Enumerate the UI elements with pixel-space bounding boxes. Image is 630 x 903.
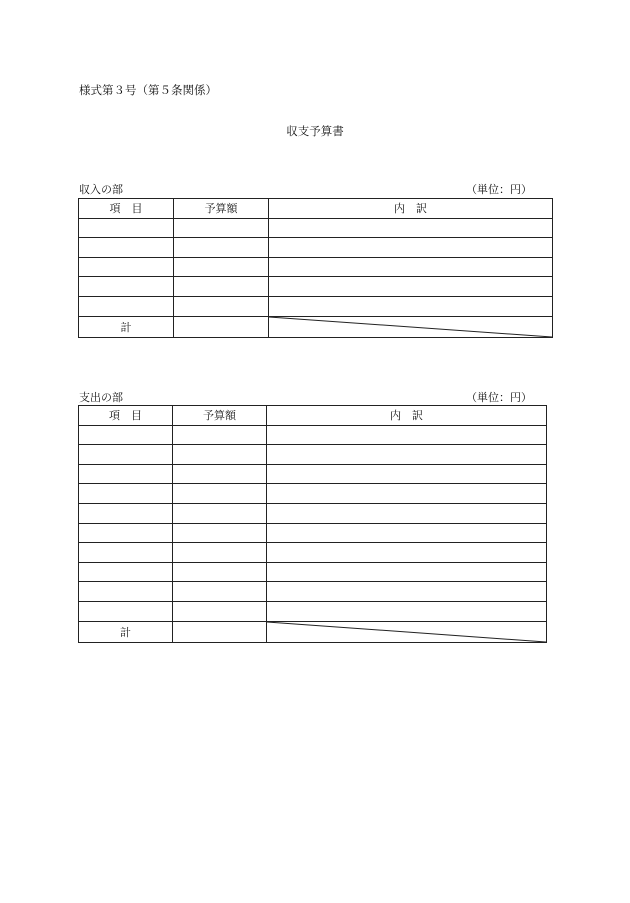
income-total-breakdown-crossed	[269, 316, 553, 337]
expense-breakdown-cell[interactable]	[267, 445, 547, 465]
expense-total-row	[79, 621, 547, 642]
table-row	[79, 484, 547, 504]
income-col-breakdown: 内 訳	[269, 199, 553, 219]
expense-budget-cell[interactable]	[173, 484, 267, 504]
table-row	[79, 257, 553, 277]
table-row	[79, 523, 547, 543]
income-total-row	[79, 316, 553, 337]
income-heading: 収入の部	[79, 183, 123, 196]
table-row	[79, 425, 547, 445]
expense-item-cell[interactable]	[79, 601, 173, 621]
income-breakdown-cell[interactable]	[269, 277, 553, 297]
table-row	[79, 277, 553, 297]
income-item-cell[interactable]	[79, 257, 174, 277]
income-breakdown-cell[interactable]	[269, 296, 553, 316]
expense-col-budget: 予算額	[173, 406, 267, 426]
expense-col-breakdown: 内 訳	[267, 406, 547, 426]
expense-table	[78, 405, 547, 643]
expense-budget-cell[interactable]	[173, 582, 267, 602]
expense-item-cell[interactable]	[79, 445, 173, 465]
table-row	[79, 296, 553, 316]
document-title: 収支予算書	[286, 124, 344, 138]
expense-breakdown-cell[interactable]	[267, 543, 547, 563]
expense-budget-cell[interactable]	[173, 562, 267, 582]
expense-header-row	[79, 406, 547, 426]
income-budget-cell[interactable]	[174, 218, 269, 238]
income-table	[78, 198, 553, 338]
expense-total-breakdown-crossed	[267, 621, 547, 642]
income-breakdown-cell[interactable]	[269, 218, 553, 238]
income-total-value[interactable]	[174, 316, 269, 337]
expense-total-label: 計	[79, 621, 173, 642]
income-budget-cell[interactable]	[174, 257, 269, 277]
expense-item-cell[interactable]	[79, 503, 173, 523]
expense-budget-cell[interactable]	[173, 523, 267, 543]
income-budget-cell[interactable]	[174, 296, 269, 316]
income-unit-note: （単位：円）	[466, 183, 532, 196]
expense-unit-note: （単位：円）	[466, 391, 532, 404]
income-header-row	[79, 199, 553, 219]
expense-breakdown-cell[interactable]	[267, 562, 547, 582]
income-item-cell[interactable]	[79, 218, 174, 238]
income-col-item: 項 目	[79, 199, 174, 219]
table-row	[79, 562, 547, 582]
expense-budget-cell[interactable]	[173, 503, 267, 523]
income-breakdown-cell[interactable]	[269, 238, 553, 258]
table-row	[79, 503, 547, 523]
expense-item-cell[interactable]	[79, 582, 173, 602]
expense-budget-cell[interactable]	[173, 543, 267, 563]
table-row	[79, 582, 547, 602]
table-row	[79, 218, 553, 238]
income-budget-cell[interactable]	[174, 238, 269, 258]
table-row	[79, 543, 547, 563]
expense-breakdown-cell[interactable]	[267, 425, 547, 445]
form-number: 様式第３号（第５条関係）	[79, 83, 217, 97]
expense-item-cell[interactable]	[79, 562, 173, 582]
expense-breakdown-cell[interactable]	[267, 582, 547, 602]
income-budget-cell[interactable]	[174, 277, 269, 297]
table-row	[79, 464, 547, 484]
table-row	[79, 238, 553, 258]
income-total-label: 計	[79, 316, 174, 337]
expense-item-cell[interactable]	[79, 464, 173, 484]
expense-item-cell[interactable]	[79, 523, 173, 543]
income-item-cell[interactable]	[79, 238, 174, 258]
expense-budget-cell[interactable]	[173, 425, 267, 445]
expense-item-cell[interactable]	[79, 425, 173, 445]
expense-budget-cell[interactable]	[173, 464, 267, 484]
expense-breakdown-cell[interactable]	[267, 464, 547, 484]
income-col-budget: 予算額	[174, 199, 269, 219]
expense-budget-cell[interactable]	[173, 601, 267, 621]
expense-total-value[interactable]	[173, 621, 267, 642]
table-row	[79, 601, 547, 621]
expense-item-cell[interactable]	[79, 484, 173, 504]
diagonal-line	[267, 622, 546, 642]
income-breakdown-cell[interactable]	[269, 257, 553, 277]
expense-breakdown-cell[interactable]	[267, 523, 547, 543]
expense-heading: 支出の部	[79, 391, 123, 404]
diagonal-line	[269, 317, 552, 337]
table-row	[79, 445, 547, 465]
expense-breakdown-cell[interactable]	[267, 484, 547, 504]
expense-item-cell[interactable]	[79, 543, 173, 563]
income-item-cell[interactable]	[79, 277, 174, 297]
expense-budget-cell[interactable]	[173, 445, 267, 465]
expense-breakdown-cell[interactable]	[267, 601, 547, 621]
income-item-cell[interactable]	[79, 296, 174, 316]
expense-breakdown-cell[interactable]	[267, 503, 547, 523]
expense-col-item: 項 目	[79, 406, 173, 426]
